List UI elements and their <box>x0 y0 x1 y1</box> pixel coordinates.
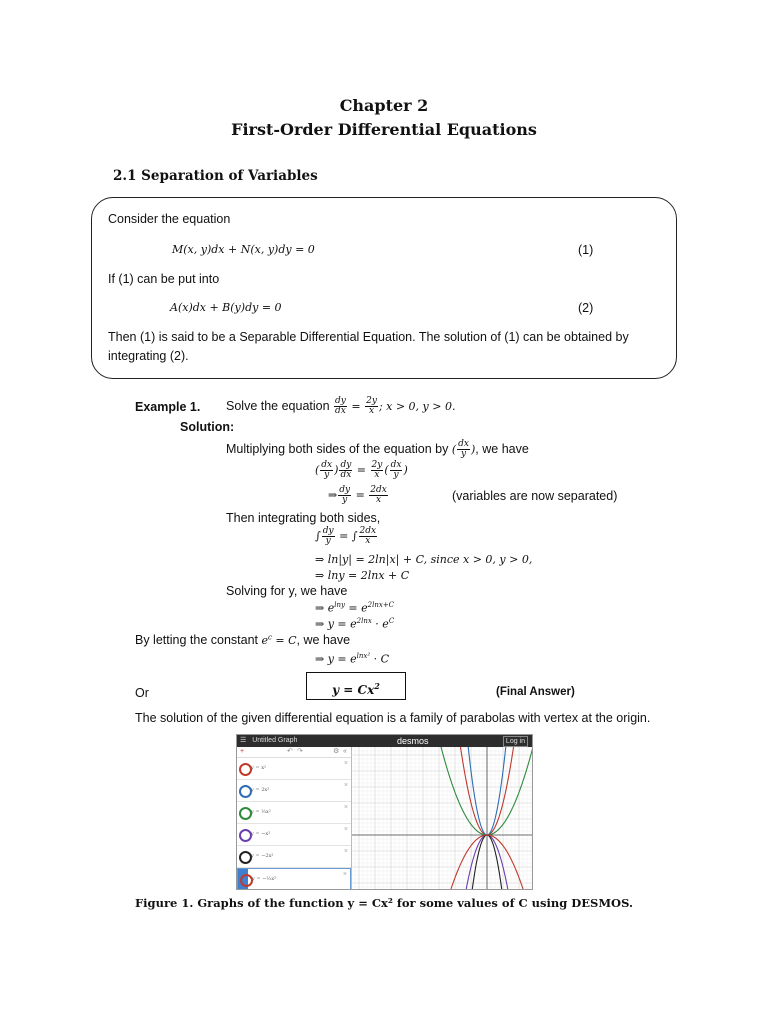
equation-1: M(x, y)dx + N(x, y)dy = 0 <box>172 243 315 256</box>
delete-expression-icon[interactable]: × <box>343 826 348 833</box>
expression-text[interactable]: y = −⅓x² <box>252 876 277 882</box>
desmos-graph <box>236 734 533 890</box>
equation-1-number: (1) <box>578 243 594 257</box>
expression-row[interactable] <box>237 758 351 780</box>
letting-text: By letting the constant $e^c = C$, we have <box>135 633 351 647</box>
ln-equation: ⇒ ln|y| = 2ln|x| + C, since x > 0, y > 0, <box>315 553 533 566</box>
expression-list <box>237 758 351 890</box>
expression-row[interactable] <box>237 868 351 890</box>
multiply-text: Multiplying both sides of the equation by <box>226 441 449 456</box>
example-condition: ; x > 0, y > 0. <box>378 399 456 413</box>
solve-text: Solve the equation <box>226 398 330 413</box>
delete-expression-icon[interactable]: × <box>343 804 348 811</box>
then-text-line1: Then (1) is said to be a Separable Differential Equation. The solution of (1) can be obtained by <box>108 330 629 344</box>
separated-note: (variables are now separated) <box>452 489 618 503</box>
desmos-brand: desmos <box>397 736 429 746</box>
exp-equation-2: ⇒ $y = e^{2lnx} \cdot e^C$ <box>315 617 395 631</box>
equation-2: A(x)dx + B(y)dy = 0 <box>170 301 282 314</box>
dy-dx-fraction: $\frac{dy}{dx}$ <box>335 396 346 416</box>
multiply-end: , we have <box>475 441 529 456</box>
menu-icon[interactable]: ☰ <box>240 737 247 744</box>
expression-text[interactable]: y = x² <box>251 765 267 771</box>
collapse-icon[interactable]: « <box>343 748 347 755</box>
equation-2-number: (2) <box>578 301 594 315</box>
redo-icon[interactable]: ↷ <box>297 748 303 755</box>
desmos-title: Untitled Graph <box>252 737 298 744</box>
expression-toolbar <box>237 747 351 758</box>
expression-row[interactable] <box>237 824 351 846</box>
delete-expression-icon[interactable]: × <box>343 760 348 767</box>
graph-canvas[interactable] <box>352 747 532 889</box>
expression-row[interactable] <box>237 846 351 868</box>
add-expression-button[interactable]: + <box>240 748 245 755</box>
consider-text: Consider the equation <box>108 212 231 226</box>
conclusion-text: The solution of the given differential equation is a family of parabolas with vertex at the origin. <box>135 711 651 725</box>
chapter-title: First-Order Differential Equations <box>231 120 537 139</box>
expression-text[interactable]: y = ⅓x² <box>251 809 271 815</box>
final-answer: y = Cx <box>332 683 375 697</box>
delete-expression-icon[interactable]: × <box>342 871 347 878</box>
figure-caption: Figure 1. Graphs of the function y = Cx² for some values of C using DESMOS. <box>135 896 633 910</box>
ln-equation-2: ⇒ lny = 2lnx + C <box>315 569 410 582</box>
expression-panel <box>237 747 352 889</box>
login-button[interactable]: Log in <box>503 736 528 747</box>
2y-x-fraction: $\frac{2y}{x}$ <box>366 396 377 416</box>
multiply-line: Multiplying both sides of the equation by ( $\frac{dx}{y}$ ), we have <box>226 439 529 459</box>
expression-text[interactable]: y = −2x² <box>251 853 274 859</box>
delete-expression-icon[interactable]: × <box>343 782 348 789</box>
chapter-label: Chapter 2 <box>339 96 429 115</box>
or-text: Or <box>135 686 149 700</box>
expression-text[interactable]: y = −x² <box>251 831 271 837</box>
final-answer-label: (Final Answer) <box>496 686 575 698</box>
solution-label: Solution: <box>180 420 235 434</box>
multiplied-equation: ( $\frac{dx}{y}$ ) $\frac{dy}{dx}$ = $\frac{2y}{x}$ ( $\frac{dx}{y}$ ) <box>315 460 408 480</box>
separated-equation: ⇒ $\frac{dy}{y}$ = $\frac{2dx}{x}$ <box>328 485 387 505</box>
then-text-line2: integrating (2). <box>108 349 189 363</box>
dx-y-fraction: $\frac{dx}{y}$ <box>458 439 469 459</box>
if-text: If (1) can be put into <box>108 272 220 286</box>
exp-equation-3: ⇒ $y = e^{lnx^2} \cdot C$ <box>315 652 390 666</box>
desmos-topbar <box>237 735 532 747</box>
section-title: 2.1 Separation of Variables <box>113 168 318 184</box>
settings-icon[interactable]: ⚙ <box>333 748 340 755</box>
integral-equation: ∫ $\frac{dy}{y}$ = ∫ $\frac{2dx}{x}$ <box>315 526 377 546</box>
final-answer-box: $y = Cx^2$ <box>306 672 406 700</box>
expression-row[interactable] <box>237 780 351 802</box>
exp-equation-1: ⇒ $e^{lny} = e^{2lnx+C}$ <box>315 601 395 615</box>
integrating-text: Then integrating both sides, <box>226 511 381 525</box>
example-label: Example 1. <box>135 400 201 414</box>
delete-expression-icon[interactable]: × <box>343 848 348 855</box>
expression-row[interactable] <box>237 802 351 824</box>
undo-icon[interactable]: ↶ <box>287 748 293 755</box>
example-statement: Solve the equation $\frac{dy}{dx}$ = $\frac{2y}{x}$ ; x > 0, y > 0. <box>226 396 456 416</box>
expression-text[interactable]: y = 2x² <box>251 787 270 793</box>
solving-text: Solving for y, we have <box>226 584 348 598</box>
